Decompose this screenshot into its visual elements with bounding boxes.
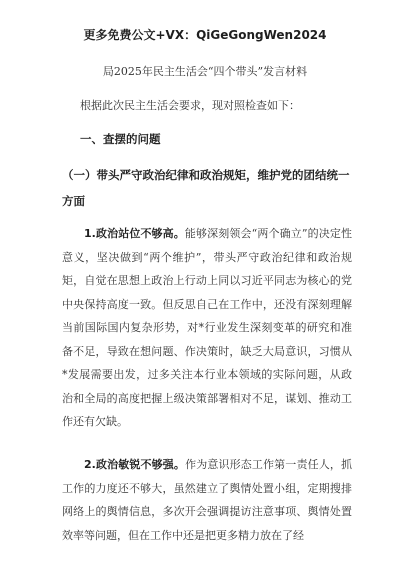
document-title: 局2025年民主生活会“四个带头”发言材料 <box>102 65 308 78</box>
paragraph-lead: 1.政治站位不够高。 <box>84 227 185 240</box>
paragraph-political-sensitivity <box>62 453 352 547</box>
paragraph-body: 能够深刻领会“两个确立”的决定性意义，坚决做到“两个维护”，带头严守政治纪律和政治规矩，自觉在思想上政治上行动上同以习近平同志为核心的党中央保持高度一致。但反思自己在工作中，还没有深刻理解当前国际国内复杂形势，对*行业发生深刻变革的研究和准备不足，导致在想问题、作决策时，缺乏大局意识，习惯从*发展需要出发，过多关注本行业本领域的实际问题，从政治和全局的高度把握上级决策部署相对不足，谋划、推动工作还有欠缺。 <box>62 227 352 428</box>
paragraph-political-standing <box>62 222 352 434</box>
paragraph-lead: 2.政治敏锐不够强。 <box>84 458 186 471</box>
subsection-heading: （一）带头严守政治纪律和政治规矩，维护党的团结统一方面 <box>62 168 350 208</box>
intro-line: 根据此次民主生活会要求，现对照检查如下： <box>80 99 300 112</box>
section-heading: 一、查摆的问题 <box>80 132 161 146</box>
promo-banner: 更多免费公文+VX：QiGeGongWen2024 <box>83 28 327 42</box>
paragraph-body: 作为意识形态工作第一责任人，抓工作的力度还不够大，虽然建立了舆情处置小组，定期搜排网络上的舆情信息，多次开会强调提访注意事项、舆情处置效率等问题，但在工作中还是把更多精力放在了经 <box>62 458 352 542</box>
